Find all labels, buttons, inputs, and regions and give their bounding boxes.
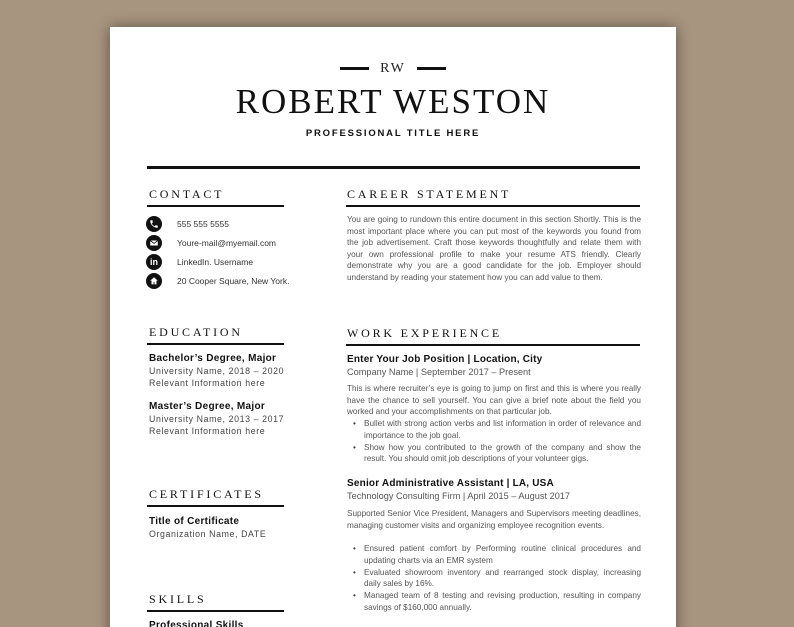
certificates-underline (147, 505, 284, 507)
email-icon (146, 235, 162, 251)
job-description: Supported Senior Vice President, Managers and Supervisors meeting deadlines, managing customer visits and organizing employee recognition events. (347, 509, 641, 530)
job-title: Enter Your Job Position | Location, City (347, 354, 543, 365)
job-bullet: • Managed team of 8 testing and revising production, resulting in company savings of $160,000 annually. (347, 590, 641, 613)
contact-email-row (146, 235, 276, 251)
education-school: University Name, 2018 – 2020 (149, 366, 285, 376)
contact-underline (147, 205, 284, 207)
professional-title: PROFESSIONAL TITLE HERE (305, 128, 481, 139)
home-icon (146, 273, 162, 289)
job-bullet: • Ensured patient comfort by Performing routine clinical procedures and updating charts via an EMR system (347, 543, 641, 566)
job-bullet: • Evaluated showroom inventory and rearranged stock display, increasing daily sales by 16%. (347, 567, 641, 590)
job-bullets (347, 543, 641, 614)
job-bullet: • Show how you contributed to the growth of the company and show the result. You should omit job descriptions of your volunteer gigs. (347, 442, 641, 465)
skills-underline (147, 610, 284, 612)
certificate-title: Title of Certificate (149, 516, 240, 527)
contact-email: Youre-mail@myemail.com (177, 238, 277, 248)
work-underline (346, 344, 640, 346)
education-heading: EDUCATION (149, 325, 243, 339)
header-divider (147, 166, 640, 169)
certificate-org: Organization Name, DATE (149, 529, 267, 539)
monogram-line-left (340, 67, 369, 70)
certificates-heading: CERTIFICATES (149, 487, 264, 501)
job-company: Technology Consulting Firm | April 2015 – August 2017 (347, 491, 571, 501)
job-company: Company Name | September 2017 – Present (347, 367, 531, 377)
career-statement: You are going to rundown this entire document in this section Shortly. This is the most important place where you can put most of the keywords you found from the job advertisement. Craft those keywords thoughtfully and relate them with your own professional profile to make your resume ATS friendly. Clearly demonstrate why you are a good candidate for the job. Employer should understand by reading your statement how you can add value to them. (347, 215, 641, 282)
contact-linkedin: LinkedIn. Username (177, 257, 254, 267)
job-title: Senior Administrative Assistant | LA, USA (347, 478, 554, 489)
career-heading: CAREER STATEMENT (347, 187, 512, 201)
career-underline (346, 205, 640, 207)
resume-page (110, 27, 676, 627)
education-school: University Name, 2013 – 2017 (149, 414, 285, 424)
work-heading: WORK EXPERIENCE (347, 326, 502, 340)
monogram: RW (380, 60, 406, 76)
skills-first-item: Professional Skills (149, 620, 244, 627)
linkedin-icon: in (146, 254, 162, 270)
job-bullets (347, 418, 641, 465)
phone-icon (146, 216, 162, 232)
contact-linkedin-row (146, 254, 253, 270)
skills-heading: SKILLS (149, 592, 207, 606)
contact-heading: CONTACT (149, 187, 225, 201)
contact-address: 20 Cooper Square, New York. (177, 276, 290, 286)
contact-address-row (146, 273, 289, 289)
education-degree: Master’s Degree, Major (149, 401, 266, 412)
education-info: Relevant Information here (149, 426, 266, 436)
contact-phone: 555 555 5555 (177, 219, 229, 229)
monogram-row (110, 60, 676, 78)
monogram-line-right (417, 67, 446, 70)
job-description: This is where recruiter’s eye is going to jump on first and this is where you really have the chance to sell yourself. You can give a brief note about the field you worked and your accomplishments on that particular job. (347, 384, 641, 417)
education-underline (147, 343, 284, 345)
contact-phone-row (146, 216, 229, 232)
job-bullet: • Bullet with strong action verbs and list information in order of relevance and importance to the job goal. (347, 418, 641, 441)
education-degree: Bachelor’s Degree, Major (149, 353, 277, 364)
education-info: Relevant Information here (149, 378, 266, 388)
full-name: ROBERT WESTON (235, 82, 551, 121)
